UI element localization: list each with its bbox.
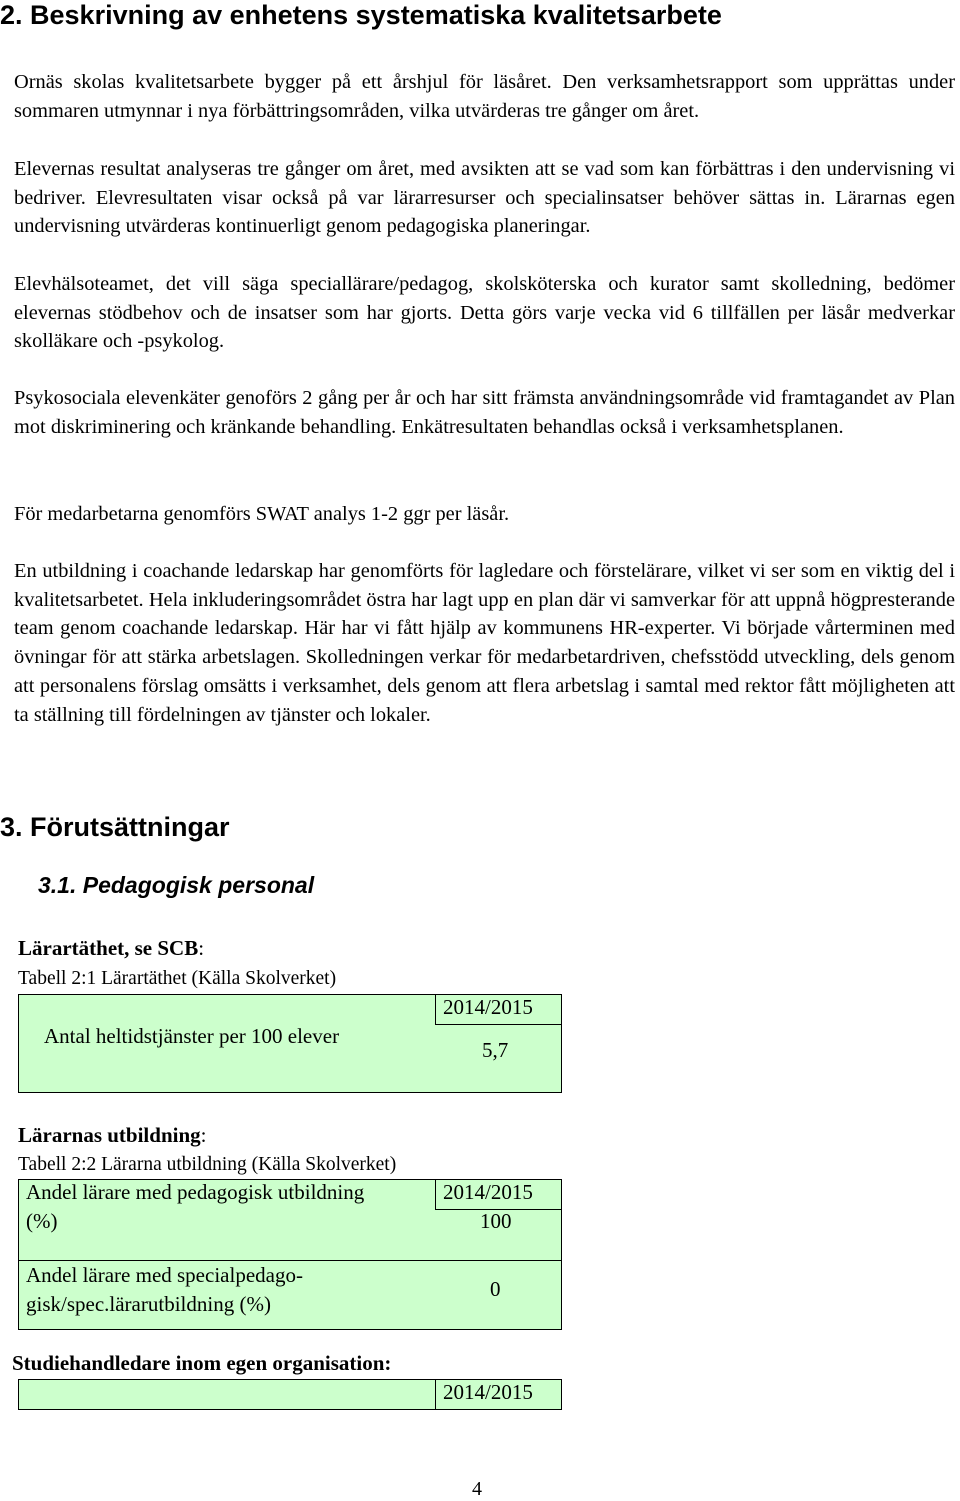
table-2-2-row-1-label-line-2: (%) <box>26 1209 58 1233</box>
table-2-2-row-1-label-line-1: Andel lärare med pedagogisk utbildning <box>26 1180 365 1204</box>
utbildning-label: Lärarnas utbildning: <box>18 1123 207 1147</box>
table-2-1-caption: Tabell 2:1 Lärartäthet (Källa Skolverket) <box>18 968 337 989</box>
section-2-heading: 2. Beskrivning av enhetens systematiska kvalitetsarbete <box>0 0 722 30</box>
paragraph-student-results: Elevernas resultat analyseras tre gånger om året, med avsikten att se vad som kan förbättras i den undervisning vi bedriver. Elevresultaten visar också på var lärarresurser och specialinsatser behöver sättas in. Lärarnas egen undervisning utvärderas kontinuerligt genom pedagogiska planeringar. <box>14 158 955 238</box>
table-2-2-row-2-value: 0 <box>490 1277 501 1301</box>
table-2-2-row-1-value: 100 <box>480 1209 512 1233</box>
paragraph-psychosocial-surveys: Psykosociala elevenkäter genoförs 2 gång per år och har sitt främsta användningsområde vid framtagandet av Plan mot diskriminering och kränkande behandling. Enkätresultaten behandlas också i verksamhetsplanen. <box>14 387 955 438</box>
studiehandledare-label: Studiehandledare inom egen organisation: <box>12 1351 392 1375</box>
section-3-heading: 3. Förutsättningar <box>0 812 230 842</box>
table-2-2-caption: Tabell 2:2 Lärarna utbildning (Källa Skolverket) <box>18 1154 397 1175</box>
section-3-1-heading: 3.1. Pedagogisk personal <box>38 872 315 898</box>
paragraph-annual-cycle: Ornäs skolas kvalitetsarbete bygger på ett årshjul för läsåret. Den verksamhetsrapport som upprättas under sommaren utmynnar i nya förbättringsområden, vilka utvärderas tre gånger om året. <box>14 71 955 122</box>
table-2-1-row-label: Antal heltidstjänster per 100 elever <box>44 1024 340 1048</box>
table-2-2-row-2-label-line-1: Andel lärare med specialpedago- <box>26 1263 303 1287</box>
page-number: 4 <box>472 1478 482 1500</box>
paragraph-coaching: En utbildning i coachande ledarskap har genomförts för lagledare och förstelärare, vilket vi ser som en viktig del i kvalitetsarbetet. Hela inkluderingsområdet östra har lagt upp en plan där vi samverkar för att uppnå högpresterande team genom coachande ledarskap. Här har vi fått hjälp av kommunens HR-experter. Vi började vårterminen med övningar för att stärka arbetslagen. Skolledningen verkar för medarbetardriven, chefsstödd utveckling, dels genom att personalens förslag omsätts i verksamhet, dels genom att flera arbetslag i samtal med rektor fått möjligheten att ta ställning till fördelningen av tjänster och lokaler. <box>14 560 955 726</box>
table-2-2-row-2-label-line-2: gisk/spec.lärarutbildning (%) <box>26 1292 271 1316</box>
table-2-2-year: 2014/2015 <box>443 1180 533 1204</box>
paragraph-swat: För medarbetarna genomförs SWAT analys 1-2 ggr per läsår. <box>14 503 510 525</box>
paragraph-health-team: Elevhälsoteamet, det vill säga speciallärare/pedagog, skolsköterska och kurator samt skolledning, bedömer elevernas stödbehov och de insatser som har gjorts. Detta görs varje vecka vid 6 tillfällen per läsår medverkar skolläkare och -psykolog. <box>14 273 955 353</box>
larartathet-label: Lärartäthet, se SCB: <box>18 936 205 960</box>
table-2-1-value: 5,7 <box>482 1038 509 1062</box>
table-studiehandledare-year: 2014/2015 <box>443 1380 533 1404</box>
table-2-1-year: 2014/2015 <box>443 995 533 1019</box>
